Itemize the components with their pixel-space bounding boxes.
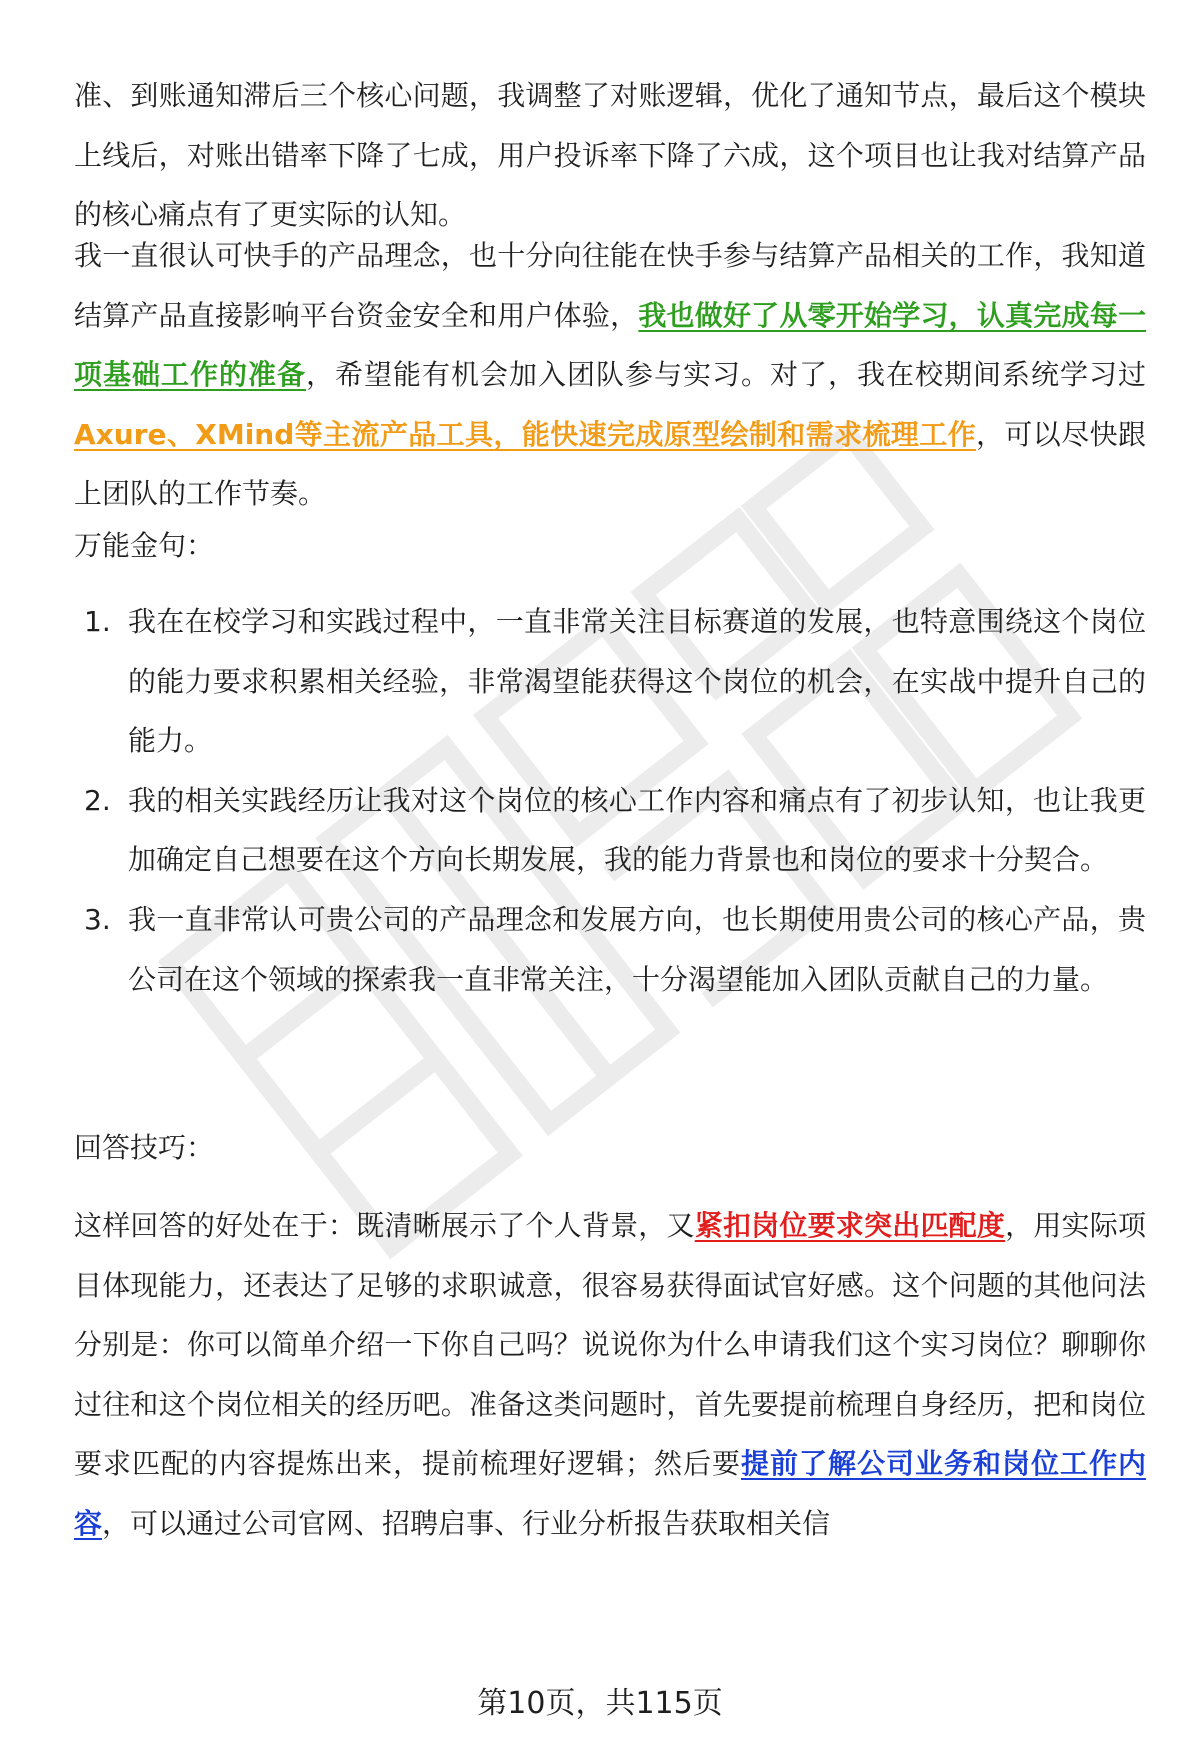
list-item [74,592,1146,771]
heading-answer-tips: 回答技巧： [74,1131,215,1164]
highlight-job-match: 紧扣岗位要求突出匹配度 [694,1209,1006,1242]
list-item-number: 2. [84,783,111,817]
paragraph-tips-part1: 这样回答的好处在于：既清晰展示了个人背景，又 [74,1209,695,1242]
list-item-number: 3. [84,902,111,936]
paragraph-motivation-part2: ，希望能有机会加入团队参与实习。对了，我在校期间系统学习过 [306,358,1146,392]
paragraph-project-result [74,66,1146,245]
highlight-company-research: 提前了解公司业务和岗位工作内容 [74,1447,1146,1540]
paragraph-motivation [74,226,1146,524]
list-item-text: 我一直非常认可贵公司的产品理念和发展方向，也长期使用贵公司的核心产品，贵公司在这个领域的探索我一直非常关注，十分渴望能加入团队贡献自己的力量。 [128,902,1146,996]
paragraph-tips-part2: ，用实际项目体现能力，还表达了足够的求职诚意，很容易获得面试官好感。这个问题的其他问法分别是：你可以简单介绍一下你自己吗？说说你为什么申请我们这个实习岗位？聊聊你过往和这个岗位相关的经历吧。准备这类问题时，首先要提前梳理自身经历，把和岗位要求匹配的内容提炼出来，提前梳理好逻辑；然后要 [74,1209,1146,1481]
paragraph-motivation-part1: 我一直很认可快手的产品理念，也十分向往能在快手参与结算产品相关的工作，我知道结算产品直接影响平台资金安全和用户体验， [74,239,1146,332]
list-item-text: 我在在校学习和实践过程中，一直非常关注目标赛道的发展，也特意围绕这个岗位的能力要求积累相关经验，非常渴望能获得这个岗位的机会，在实战中提升自己的能力。 [128,605,1146,758]
heading-golden-sentences: 万能金句： [74,529,215,562]
page-number-footer: 第10页，共115页 [477,1686,723,1721]
golden-sentence-list [74,592,1146,1009]
paragraph-motivation-part3: ，可以尽快跟上团队的工作节奏。 [74,417,1146,511]
list-item [74,771,1146,890]
highlight-learning-readiness: 我也做好了从零开始学习，认真完成每一项基础工作的准备 [74,298,1146,392]
list-item-text: 我的相关实践经历让我对这个岗位的核心工作内容和痛点有了初步认知，也让我更加确定自己想要在这个方向长期发展，我的能力背景也和岗位的要求十分契合。 [128,783,1146,877]
paragraph-answer-tips [74,1196,1146,1554]
paragraph-project-result-text: 准、到账通知滞后三个核心问题，我调整了对账逻辑，优化了通知节点，最后这个模块上线后，对账出错率下降了七成，用户投诉率下降了六成，这个项目也让我对结算产品的核心痛点有了更实际的认知。 [74,79,1146,232]
paragraph-tips-part3: ，可以通过公司官网、招聘启事、行业分析报告获取相关信 [102,1506,831,1540]
highlight-product-tools: Axure、XMind等主流产品工具，能快速完成原型绘制和需求梳理工作 [74,417,977,451]
list-item-number: 1. [84,605,111,638]
list-item [74,890,1146,1009]
